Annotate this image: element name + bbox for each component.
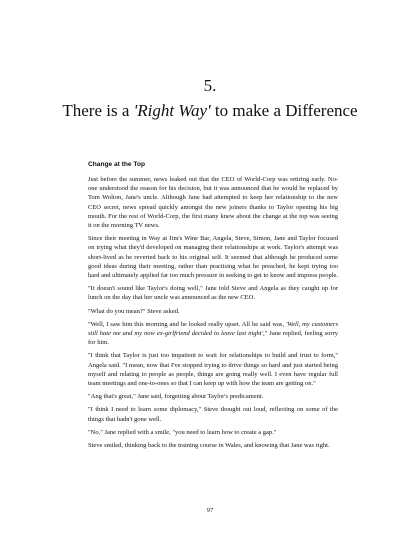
chapter-title-lead: There is a bbox=[62, 101, 134, 120]
paragraph: "It doesn't sound like Taylor's doing well," Jane told Steve and Angela as they caught up for lunch on the day that her uncle was announced as the new CEO. bbox=[88, 285, 338, 302]
paragraph: "Ang that's great," Jane said, forgetting about Taylor's predicament. bbox=[88, 393, 264, 401]
paragraph: Since their meeting in Way at Jim's Wine Bar, Angela, Steve, Simon, Jane and Taylor focused on trying what they'd developed on managing their relationships at work. Taylor's attempt was short-lived as he reverted back to his original self. It seemed that although he produced some good ideas during their meeting, rather than practising what he preached, he kept trying too hard and ultimately applied far too much pressure in seeking to get to know and impress people. bbox=[88, 235, 339, 280]
paragraph: "I think I need to learn some diplomacy," Steve thought out loud, reflecting on some of the things that hadn't gone well. bbox=[88, 406, 338, 423]
chapter-number: 5. bbox=[203, 76, 217, 95]
paragraph: Just before the summer, news leaked out that the CEO of World-Corp was retiring early. No-one understood the reason for his decision, but it was announced that he would be replaced by Tom Wolton, Jane's uncle. Although Jane had attempted to keep her relationship to the new CEO secret, news spread quickly amongst the new joiners thanks to Taylor opening his big mouth. For the rest of World-Corp, the first many knew about the change at the top was seeing it on the morning TV news. bbox=[88, 176, 338, 230]
paragraph-trail: " Jane replied, feeling sorry for him. bbox=[88, 330, 339, 347]
page-number: 97 bbox=[206, 507, 214, 514]
paragraph-quote-emphasis: 'Well, my customers still hate me and my now ex-girlfriend decided to leave last night', bbox=[88, 320, 338, 338]
chapter-title-trail: to make a Difference bbox=[210, 101, 358, 120]
section-heading: Change at the Top bbox=[88, 161, 146, 168]
paragraph bbox=[88, 320, 338, 348]
body-text bbox=[88, 175, 338, 454]
paragraph: "No," Jane replied with a smile, "you need to learn how to create a gap." bbox=[88, 428, 277, 436]
chapter-title-emphasis: 'Right Way' bbox=[133, 101, 211, 120]
paragraph: "What do you mean?" Steve asked. bbox=[88, 307, 180, 315]
paragraph: "I think that Taylor is just too impatient to wait for relationships to build and trust to form," Angela said. "I mean, now that I've stopped trying to drive things so hard and just started being myself and relating to people as people, things are going really well. I even have regular full team meetings and one-to-ones so that I can keep up with how the team are getting on." bbox=[88, 352, 338, 388]
paragraph-lead: "Well, I saw him this morning and he looked really upset. All he said was, bbox=[88, 320, 286, 328]
chapter-title bbox=[0, 101, 420, 121]
paragraph: Steve smiled, thinking back to the training course in Wales, and knowing that Jane was right. bbox=[88, 442, 330, 450]
